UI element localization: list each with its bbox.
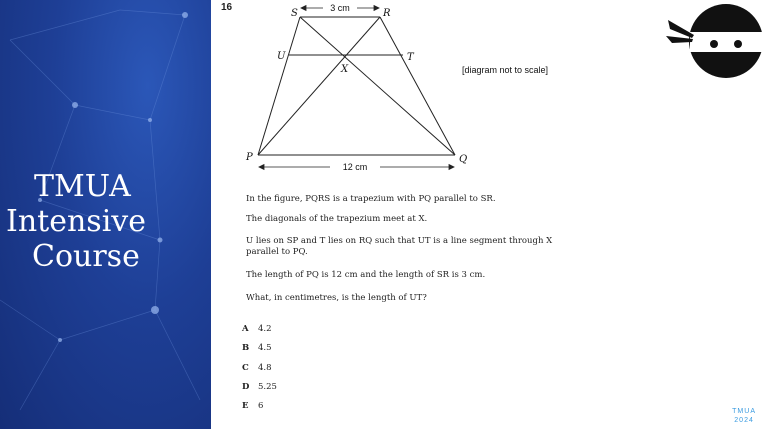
question-text-3-cont: parallel to PQ. — [246, 247, 308, 257]
bottom-measure-label: 12 cm — [342, 162, 368, 172]
option-letter: D — [242, 382, 250, 392]
option-value: 4.5 — [258, 343, 272, 353]
vertex-label-Q: Q — [459, 154, 468, 165]
option-value: 5.25 — [258, 382, 277, 392]
option-letter: E — [242, 401, 249, 411]
option-value: 4.2 — [258, 324, 272, 334]
top-measure-label: 3 cm — [330, 3, 350, 13]
side-PS — [258, 17, 300, 155]
option-value: 4.8 — [258, 363, 272, 373]
option-c[interactable] — [242, 363, 272, 373]
diagonal-SQ — [300, 17, 455, 155]
option-e[interactable] — [242, 401, 263, 411]
point-label-U: U — [277, 51, 286, 62]
brand-name: TMUA — [732, 408, 756, 415]
sidebar-panel — [0, 0, 211, 429]
option-letter: A — [242, 324, 249, 334]
question-text-4: The length of PQ is 12 cm and the length of SR is 3 cm. — [246, 270, 486, 280]
option-b[interactable] — [242, 343, 272, 353]
diagonal-RP — [258, 17, 380, 155]
option-a[interactable] — [242, 324, 272, 334]
vertex-label-P: P — [246, 152, 253, 163]
point-label-X: X — [341, 64, 349, 75]
option-value: 6 — [258, 401, 264, 411]
option-letter: C — [242, 363, 249, 373]
vertex-label-S: S — [291, 8, 298, 19]
course-title-line-1: TMUA — [34, 169, 131, 204]
vertex-label-R: R — [383, 8, 391, 19]
course-title-line-2: Intensive — [6, 204, 146, 239]
point-label-T: T — [407, 52, 414, 63]
option-letter: B — [242, 343, 250, 353]
question-text-2: The diagonals of the trapezium meet at X. — [246, 214, 428, 224]
ninja-logo-icon — [664, 2, 764, 80]
question-text-5: What, in centimetres, is the length of UT? — [246, 293, 427, 303]
question-text-3: U lies on SP and T lies on RQ such that UT is a line segment through X — [246, 236, 553, 246]
diagram-scale-note: [diagram not to scale] — [462, 65, 549, 75]
trapezium-diagram — [235, 0, 495, 180]
brand-year: 2024 — [734, 417, 754, 424]
option-d[interactable] — [242, 382, 277, 392]
question-text-1: In the figure, PQRS is a trapezium with PQ parallel to SR. — [246, 194, 496, 204]
question-number: 16 — [221, 2, 233, 13]
course-title-line-3: Course — [32, 239, 140, 274]
brand-mark — [732, 407, 756, 425]
side-RQ — [380, 17, 455, 155]
